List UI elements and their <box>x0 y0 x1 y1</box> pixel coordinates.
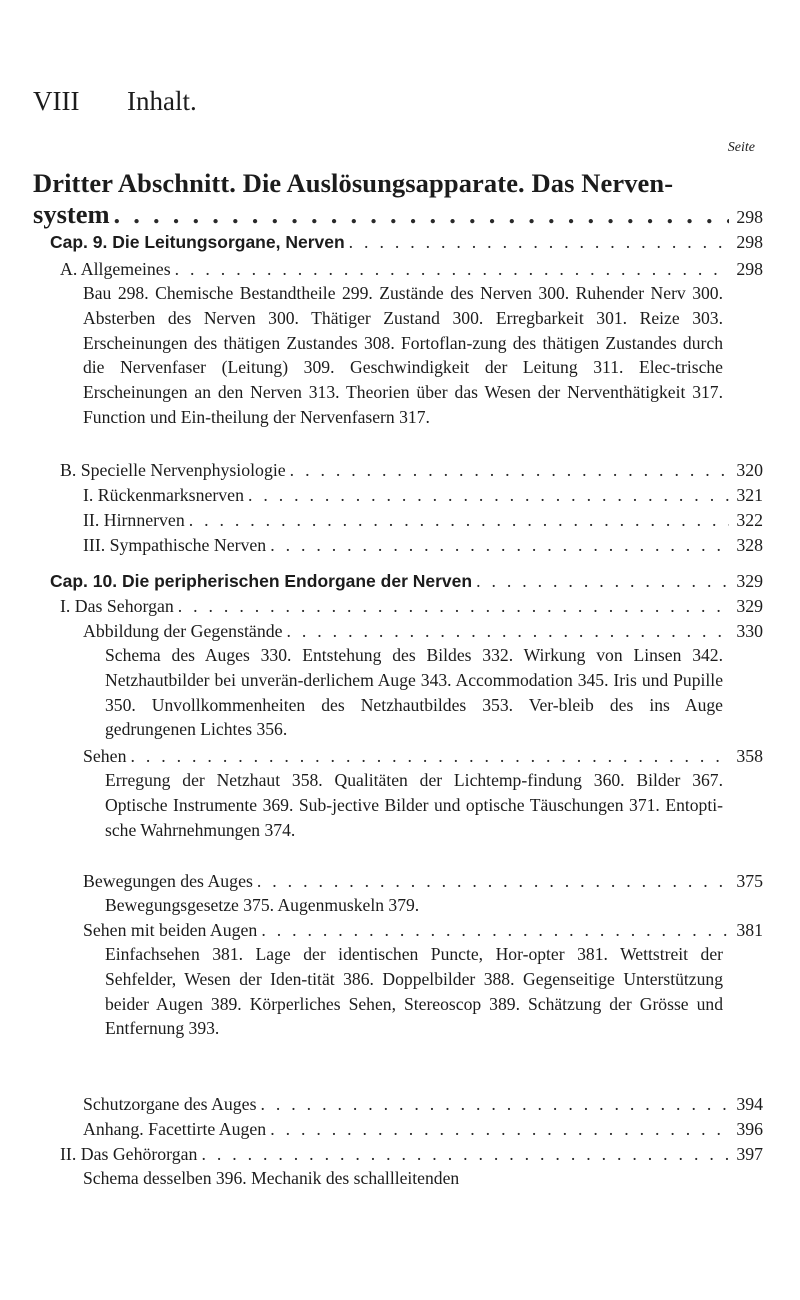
page-header <box>33 86 767 126</box>
toc-entry-text: B. Specielle Nervenphysiologie <box>60 460 286 480</box>
toc-entry-text: Cap. 9. Die Leitungsorgane, Nerven <box>50 232 345 252</box>
running-title: Inhalt. <box>127 86 197 116</box>
toc-entry-text: I. Rückenmarksnerven <box>83 485 244 505</box>
toc-entry-abbildung <box>83 619 763 643</box>
toc-entry-text: Sehen <box>83 746 127 766</box>
toc-entry-text: Anhang. Facettirte Augen <box>83 1119 267 1139</box>
section-heading <box>33 168 763 198</box>
toc-entry-rueckenmark <box>83 483 763 507</box>
toc-entry-hirnnerven <box>83 508 763 532</box>
seite-label: Seite <box>727 140 755 155</box>
toc-entry-page: 358 <box>736 746 763 766</box>
toc-entry-page: 397 <box>736 1144 763 1164</box>
toc-entry-gehoerorgan <box>60 1142 763 1166</box>
toc-entry-page: 394 <box>736 1094 763 1114</box>
leader-dots <box>110 199 729 229</box>
toc-entry-page: 298 <box>736 259 763 279</box>
toc-entry-page: 298 <box>736 232 763 252</box>
leader-dots <box>286 458 729 482</box>
toc-description-bewegungen: Bewegungsgesetze 375. Augenmuskeln 379. <box>105 895 420 915</box>
toc-entry-text: Schutzorgane des Auges <box>83 1094 257 1114</box>
leader-dots <box>171 257 729 281</box>
leader-dots <box>257 1092 730 1116</box>
toc-entry-section <box>33 199 763 232</box>
toc-entry-text: Cap. 10. Die peripherischen Endorgane der Nerven <box>50 571 473 591</box>
toc-description-gehoerorgan: Schema desselben 396. Mechanik des schallleitenden <box>83 1168 460 1188</box>
toc-entry-text: system <box>33 199 110 229</box>
toc-entry-page: 329 <box>736 596 763 616</box>
leader-dots <box>185 508 729 532</box>
toc-entry-page: 396 <box>736 1119 763 1139</box>
toc-entry-allgemeines <box>60 257 763 281</box>
leader-dots <box>126 744 729 768</box>
toc-entry-text: III. Sympathische Nerven <box>83 535 267 555</box>
toc-entry-page: 330 <box>736 621 763 641</box>
toc-entry-anhang <box>83 1117 763 1141</box>
leader-dots <box>345 230 729 254</box>
toc-entry-page: 320 <box>736 460 763 480</box>
toc-entry-text: Bewegungen des Auges <box>83 871 253 891</box>
leader-dots <box>472 569 729 593</box>
toc-entry-text: I. Das Sehorgan <box>60 596 174 616</box>
leader-dots <box>253 869 729 893</box>
toc-entry-page: 321 <box>736 485 763 505</box>
toc-entry-specielle <box>60 458 763 482</box>
toc-description-a: Bau 298. Chemische Bestandtheile 299. Zustände des Nerven 300. Ruhender Nerv 300. Absterben des Nerven 300. Thätiger Zustand 300. Erregbarkeit 301. Reize 303. Erscheinungen des thätigen Zustandes 308. Fortoflan-zung des thätigen Zustandes durch die Nervenfaser (Leitung) 309. Geschwindigkeit der Leitung 311. Elec-trische Erscheinungen an den Nerven 313. Theorien über das Wesen der Nerventhätigkeit 317. Function und Ein-theilung der Nervenfasern 317. <box>83 283 723 427</box>
toc-entry-bewegungen <box>83 869 763 893</box>
toc-description-abbildung: Schema des Auges 330. Entstehung des Bildes 332. Wirkung von Linsen 342. Netzhautbilder bei unverän-derlichem Auge 343. Accommodation 345. Iris und Pupille 350. Unvollkommenheiten des Netzhautbildes 353. Ver-bleib des ins Auge gedrungenen Lichtes 356. <box>105 645 723 740</box>
leader-dots <box>174 594 729 618</box>
leader-dots <box>283 619 730 643</box>
toc-description-sehen: Erregung der Netzhaut 358. Qualitäten der Lichtemp-findung 360. Bilder 367. Optische Instrumente 369. Sub-jective Bilder und optische Täuschungen 371. Entopti-sche Wahrnehmungen 374. <box>105 770 723 840</box>
leader-dots <box>197 1142 729 1166</box>
toc-entry-page: 298 <box>736 207 763 227</box>
toc-entry-sehen <box>83 744 763 768</box>
toc-entry-page: 329 <box>736 571 763 591</box>
leader-dots <box>266 533 729 557</box>
toc-entry-page: 381 <box>736 920 763 940</box>
toc-entry-cap9 <box>50 230 763 254</box>
toc-entry-text: Sehen mit beiden Augen <box>83 920 258 940</box>
toc-entry-page: 322 <box>736 510 763 530</box>
page-number: VIII <box>33 86 80 116</box>
toc-entry-page: 375 <box>736 871 763 891</box>
toc-entry-page: 328 <box>736 535 763 555</box>
toc-entry-beide-augen <box>83 918 763 942</box>
toc-entry-sympathische <box>83 533 763 557</box>
toc-entry-cap10 <box>50 569 763 593</box>
leader-dots <box>244 483 729 507</box>
toc-entry-schutzorgane <box>83 1092 763 1116</box>
toc-entry-text: II. Das Gehörorgan <box>60 1144 198 1164</box>
toc-description-beide-augen: Einfachsehen 381. Lage der identischen Puncte, Hor-opter 381. Wettstreit der Sehfelder, Wesen der Iden-tität 386. Doppelbilder 388. Gegenseitige Unterstützung beider Augen 389. Körperliches Sehen, Stereoscop 389. Schätzung der Grösse und Entfernung 393. <box>105 944 723 1039</box>
toc-entry-sehorgan <box>60 594 763 618</box>
toc-entry-text: II. Hirnnerven <box>83 510 185 530</box>
section-heading-line1: Dritter Abschnitt. Die Auslösungsapparate. Das Nerven- <box>33 168 674 198</box>
toc-entry-text: Abbildung der Gegenstände <box>83 621 283 641</box>
toc-entry-text: A. Allgemeines <box>60 259 171 279</box>
leader-dots <box>257 918 729 942</box>
leader-dots <box>266 1117 729 1141</box>
